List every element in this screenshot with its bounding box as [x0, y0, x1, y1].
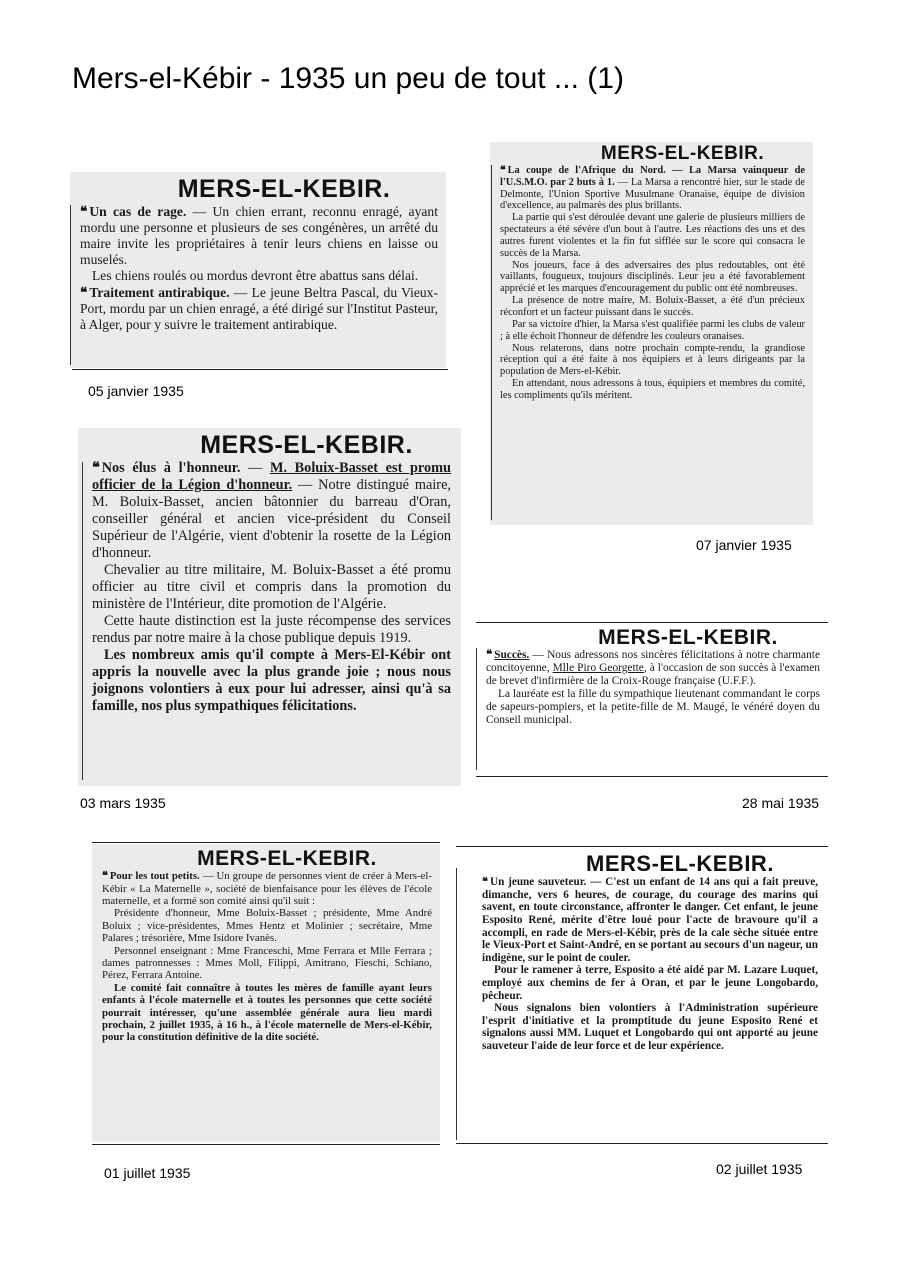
- divider: [92, 842, 440, 843]
- paragraph: [482, 876, 818, 964]
- paragraph: [482, 1002, 818, 1052]
- paragraph-title: Un jeune sauveteur.: [490, 876, 587, 889]
- paragraph: En attendant, nous adressons à tous, équipiers et membres du comité, les compliments qu'ils méritent.: [500, 378, 805, 401]
- clipping-body: [92, 460, 451, 715]
- quote-mark-icon: ❝: [482, 876, 488, 889]
- paragraph: Les chiens roulés ou mordus devront être abattus sans délai.: [92, 268, 419, 284]
- clipping-jul02: [476, 848, 822, 1138]
- paragraph-title: La coupe de l'Afrique du Nord. — La Marsa vainqueur de l'U.S.M.O. par 2 buts à 1.: [500, 164, 805, 188]
- clipping-body: [486, 649, 820, 727]
- column-rule: [456, 868, 457, 1140]
- clipping-headline: MERS-EL-KEBIR.: [586, 851, 774, 876]
- paragraph: La partie qui s'est déroulée devant une galerie de plusieurs milliers de spectateurs a été sévère d'un bout à l'autre. Les réactions des uns et des autres furent violentes et la fin fut sifflée sur le score qui consacra le succès de la Marsa.: [500, 212, 805, 259]
- quote-mark-icon: ❝: [486, 649, 492, 662]
- paragraph-title: Un cas de rage.: [89, 203, 187, 219]
- paragraph-text: — Un chien errant, reconnu enragé, ayant mordu une personne et plusieurs de ses congénères, un arrêté du maire invite les propriétaires à tenir leurs chiens en laisse ou muselés.: [80, 203, 438, 268]
- quote-mark-icon: ❝: [92, 459, 99, 476]
- paragraph: Nos joueurs, face à des adversaires des plus redoutables, ont été vaillants, fougueux, toujours disciplinés. Leur jeu a été favorablement apprécié et les marques d'encouragement du public ont été nombreuses.: [500, 259, 805, 295]
- clipping-body: [482, 876, 818, 1052]
- paragraph-text: — Notre distingué maire, M. Boluix-Basset, ancien bâtonnier du barreau d'Oran, conseiller général et ancien vice-président du Conseil Supérieur de l'Algérie, vient d'obtenir la rosette de la Légion d'honneur.: [92, 476, 451, 561]
- paragraph-title: Pour les tout petits.: [109, 870, 200, 883]
- divider: [92, 1144, 440, 1145]
- quote-mark-icon: ❝: [80, 284, 87, 300]
- paragraph: [500, 165, 805, 212]
- paragraph-title: Nos élus à l'honneur.: [101, 459, 241, 476]
- paragraph-underlined: M. Boluix-Basset est promu officier de la Légion d'honneur.: [92, 459, 451, 493]
- paragraph: Nous relaterons, dans notre prochain compte-rendu, la grandiose réception qui a été faite à nos équipiers et à leurs dirigeants par la population de Mers-el-Kébir.: [500, 342, 805, 378]
- clipping-body: [80, 204, 438, 334]
- column-rule: [70, 205, 71, 365]
- clipping-date: 02 juillet 1935: [716, 1161, 803, 1177]
- paragraph: [102, 982, 432, 1044]
- clipping-date: 07 janvier 1935: [696, 537, 792, 553]
- paragraph: [80, 285, 438, 334]
- paragraph: [486, 649, 820, 688]
- quote-mark-icon: ❝: [102, 870, 107, 883]
- column-rule: [476, 648, 477, 770]
- paragraph: Présidente d'honneur, Mme Boluix-Basset ; présidente, Mme André Boluix ; vice-présidentes, Mmes Hentz et Molinier ; secrétaire, Mme Palares ; trésorière, Mme Isidore Ivanès.: [102, 907, 432, 945]
- paragraph-underlined: Mlle Piro Georgette: [552, 662, 644, 675]
- paragraph-text: — C'est un enfant de 14 ans qui a fait preuve, dimanche, vers 6 heures, de courage, du courage des marins qui savent, en toute circonstance, affronter le danger. Cet enfant, le jeune Esposito René, mérite d'être loué pour l'acte de bravoure qu'il a accompli, en rade de Mers-el-Kébir, près de la cale sèche située entre le Vieux-Port et Saint-André, en se portant au secours d'un nageur, un indigène, sur le point de couler.: [482, 876, 818, 964]
- paragraph: Par sa victoire d'hier, la Marsa s'est qualifiée parmi les clubs de valeur ; à elle échoit l'honneur de défendre les couleurs oranaises.: [500, 318, 805, 342]
- paragraph: Chevalier au titre militaire, M. Boluix-Basset a été promu officier au titre civil et compris dans la promotion du ministère de l'Intérieur, dite promotion de l'Algérie.: [92, 561, 451, 612]
- paragraph-text: — Nous adressons nos sincères félicitations à notre charmante concitoyenne,: [486, 649, 820, 675]
- paragraph: ❝ Nos élus à l'honneur. — M. Boluix-Basset est promu officier de la Légion d'honneur. — Notre distingué maire, M. Boluix-Basset, ancien bâtonnier du barreau d'Oran, conseiller général et ancien vice-président du Conseil Supérieur de l'Algérie, vient d'obtenir la rosette de la Légion d'honneur.: [92, 459, 451, 561]
- paragraph: [92, 647, 451, 715]
- clipping-headline: MERS-EL-KEBIR.: [200, 431, 413, 459]
- clipping-headline: MERS-EL-KEBIR.: [177, 175, 391, 203]
- paragraph: [80, 204, 438, 269]
- paragraph: [102, 870, 432, 907]
- paragraph-text: Le comité fait connaître à toutes les mères de famille ayant leurs enfants à l'école maternelle et à toutes les personnes que cette société pourrait intéresser, qu'une assemblée générale aura lieu mardi prochain, 2 juillet 1935, à 16 h., à l'école maternelle de Mers-el-Kébir, pour la constitution définitive de la dite société.: [102, 981, 432, 1044]
- paragraph-text: Pour le ramener à terre, Esposito a été aidé par M. Lazare Luquet, employé aux chemins de fer à Oran, et par le jeune Longobardo, pêcheur.: [482, 964, 818, 1002]
- clipping-jul01: [92, 844, 440, 1142]
- paragraph: Cette haute distinction est la juste récompense des services rendus par notre maire à la chose publique depuis 1919.: [92, 612, 451, 646]
- clipping-jan05: [70, 172, 446, 368]
- clipping-headline: MERS-EL-KEBIR.: [197, 847, 377, 870]
- paragraph: [482, 964, 818, 1002]
- clipping-date: 01 juillet 1935: [104, 1165, 191, 1181]
- divider: [476, 622, 828, 623]
- clipping-may28: [478, 624, 828, 774]
- clipping-date: 03 mars 1935: [80, 795, 166, 811]
- clipping-jan07: [490, 142, 813, 525]
- paragraph-title: Succès.: [494, 649, 530, 662]
- divider: [72, 369, 448, 370]
- paragraph-text: — La Marsa a rencontré hier, sur le stade de Delmonte, l'Union Sportive Musulmane Oranaise, équipe de division d'excellence, au palmarès des plus brillants.: [500, 176, 805, 212]
- clipping-headline: MERS-EL-KEBIR.: [598, 626, 778, 649]
- quote-mark-icon: ❝: [80, 203, 87, 219]
- clipping-mar03: [78, 428, 461, 786]
- clipping-body: [500, 165, 805, 402]
- column-rule: [491, 165, 492, 520]
- paragraph: La présence de notre maire, M. Boluix-Basset, a été d'un précieux réconfort et un facteur puissant dans le succès.: [500, 295, 805, 319]
- paragraph: Personnel enseignant : Mme Franceschi, Mme Ferrara et Mlle Ferrara ; dames patronnesses : Mmes Moll, Filippi, Amitrano, Fieschi, Schiano, Pérez, Ferrara Antoine.: [102, 944, 432, 982]
- paragraph: La lauréate est la fille du sympathique lieutenant commandant le corps de sapeurs-pompiers, et la petite-fille de M. Maugé, le vénéré doyen du Conseil municipal.: [486, 688, 820, 727]
- divider: [456, 1143, 828, 1144]
- clipping-date: 28 mai 1935: [742, 795, 820, 811]
- paragraph-text: Nous signalons bien volontiers à l'Administration supérieure l'esprit d'initiative et la promptitude du jeune Esposito René et signalons aussi MM. Luquet et Longobardo qui ont apporté au jeune sauveteur l'aide de leur force et de leur expérience.: [482, 1002, 818, 1052]
- paragraph-text: , à l'occasion de son succès à l'examen de brevet d'infirmière de la Croix-Rouge française (U.F.F.).: [486, 662, 820, 688]
- paragraph-text: — Le jeune Beltra Pascal, du Vieux-Port, mordu par un chien enragé, a été dirigé sur l'Institut Pasteur, à Alger, pour y suivre le traitement antirabique.: [80, 284, 439, 332]
- clipping-date: 05 janvier 1935: [88, 383, 184, 399]
- paragraph-text: — Un groupe de personnes vient de créer à Mers-el-Kébir « La Maternelle », société de bienfaisance pour les élèves de l'école maternelle, et a formé son comité ainsi qu'il suit :: [102, 870, 432, 907]
- paragraph-title: Traitement antirabique.: [89, 284, 230, 300]
- divider: [456, 846, 828, 847]
- divider: [476, 776, 828, 777]
- clipping-body: [102, 870, 432, 1044]
- page-title: Mers-el-Kébir - 1935 un peu de tout ... (1): [72, 62, 624, 95]
- paragraph-text: Les nombreux amis qu'il compte à Mers-El-Kébir ont appris la nouvelle avec la plus grande joie ; nous nous joignons volontiers à eux pour lui adresser, ainsi qu'à sa famille, nos plus sympathiques félicitations.: [92, 646, 451, 714]
- quote-mark-icon: ❝: [500, 164, 505, 176]
- clipping-headline: MERS-EL-KEBIR.: [600, 143, 765, 164]
- column-rule: [82, 462, 83, 780]
